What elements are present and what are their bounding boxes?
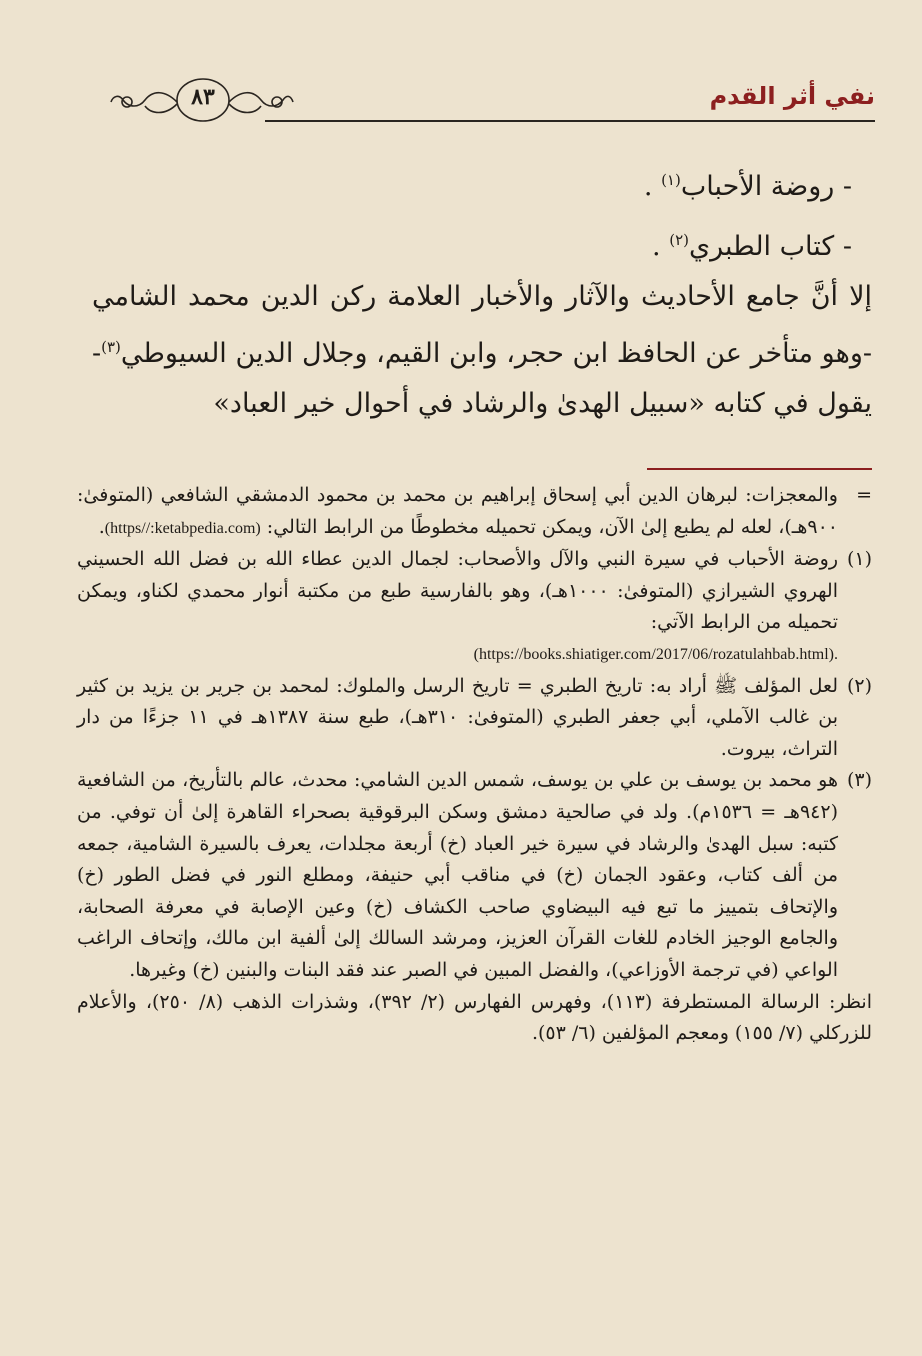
body-paragraph: إلا أنَّ جامع الأحاديث والآثار والأخبار العلامة ركن الدين محمد الشامي -وهو متأخر عن الحافظ ابن حجر، وابن القيم، وجلال الدين السيوطي$^{(٣)}$- يقول في كتابه «سبيل الهدىٰ والرشاد في أحوال خير العباد»: [92, 281, 872, 419]
footnote-continuation: = والمعجزات: لبرهان الدين أبي إسحاق إبراهيم بن محمد بن محمود الدمشقي الشافعي (المتوفىٰ: ٩٠٠هـ)، لعله لم يطبع إلىٰ الآن، ويمكن تحميله مخطوطًا من الرابط التالي: (https//:ketabpedia.com).: [77, 480, 872, 544]
footnote-number: (٢): [846, 674, 872, 697]
list-item-text: - كتاب الطبري: [689, 231, 852, 262]
footnote-3: (٣) هو محمد بن يوسف بن علي بن يوسف، شمس الدين الشامي: محدث، عالم بالتأريخ، من الشافعية (٩٤٢هـ = ١٥٣٦م). ولد في صالحية دمشق وسكن البرقوقية بصحراء القاهرة إلىٰ أن توفي. من كتبه: سبل الهدىٰ والرشاد في سيرة خير العباد (خ) أربعة مجلدات، يعرف بالسيرة الشامية، جمعه من ألف كتاب، وعقود الجمان (خ) في مناقب أبي حنيفة، ومطلع النور في فضل الطور (خ) والإتحاف بتمييز ما تبع فيه البيضاوي صاحب الكشاف (خ) وعين الإصابة في معرفة الصحابة، والجامع الوجيز الخادم للغات القرآن العزيز، ومرشد السالك إلىٰ ألفية ابن مالك، وإتحاف الراغب الواعي (في ترجمة الأوزاعي)، والفضل المبين في الصبر عند فقد البنات والبنين (خ) وغيرها.: [77, 765, 872, 986]
footnote-divider: [647, 468, 872, 470]
footnote-number: (٣): [846, 769, 872, 792]
footnote-ref-1[interactable]: (١): [661, 171, 681, 189]
footnote-ref-2[interactable]: (٢): [669, 231, 689, 249]
footnote-1: (١) روضة الأحباب في سيرة النبي والآل والأصحاب: لجمال الدين عطاء الله بن فضل الله الحسيني الهروي الشيرازي (المتوفىٰ: ١٠٠٠هـ)، وهو بالفارسية طبع من مكتبة أنوار محمدي لكناو، ويمكن تحميله من الرابط الآتي: (https://books.shiatiger.com/2017/06/rozatulahbab.html).: [77, 544, 872, 670]
list-item-rawdat-al-ahbab: - روضة الأحباب$^{(١)}$ .: [643, 171, 852, 202]
link-shiatiger[interactable]: (https://books.shiatiger.com/2017/06/rozatulahbab.html).: [473, 645, 838, 663]
list-item-kitab-al-tabari: - كتاب الطبري$^{(٢)}$ .: [652, 231, 852, 262]
footnote-2: (٢) لعل المؤلف ﷺ أراد به: تاريخ الطبري = تاريخ الرسل والملوك: لمحمد بن جرير بن يزيد بن كثير بن غالب الآملي، أبي جعفر الطبري (المتوفىٰ: ٣١٠هـ)، طبع سنة ١٣٨٧هـ في ١١ جزءًا من دار التراث، بيروت.: [77, 671, 872, 766]
footnote-number: (١): [846, 548, 872, 571]
list-item-text: - روضة الأحباب: [680, 171, 852, 202]
running-title: نفي أثر القدم: [709, 82, 875, 110]
page-header: [95, 70, 875, 130]
footnote-3-references: انظر: الرسالة المستطرفة (١١٣)، وفهرس الفهارس (٢/ ٣٩٢)، وشذرات الذهب (٨/ ٢٥٠)، والأعلام للزركلي (٧/ ١٥٥) ومعجم المؤلفين (٦/ ٥٣).: [77, 990, 872, 1045]
continuation-mark: =: [856, 484, 872, 506]
page-number: ٨٣: [191, 84, 215, 110]
link-ketabpedia[interactable]: (https//:ketabpedia.com): [104, 519, 261, 537]
header-rule: [265, 120, 875, 122]
footnote-ref-3[interactable]: (٣): [101, 338, 121, 356]
footnotes-section: [77, 480, 872, 1050]
